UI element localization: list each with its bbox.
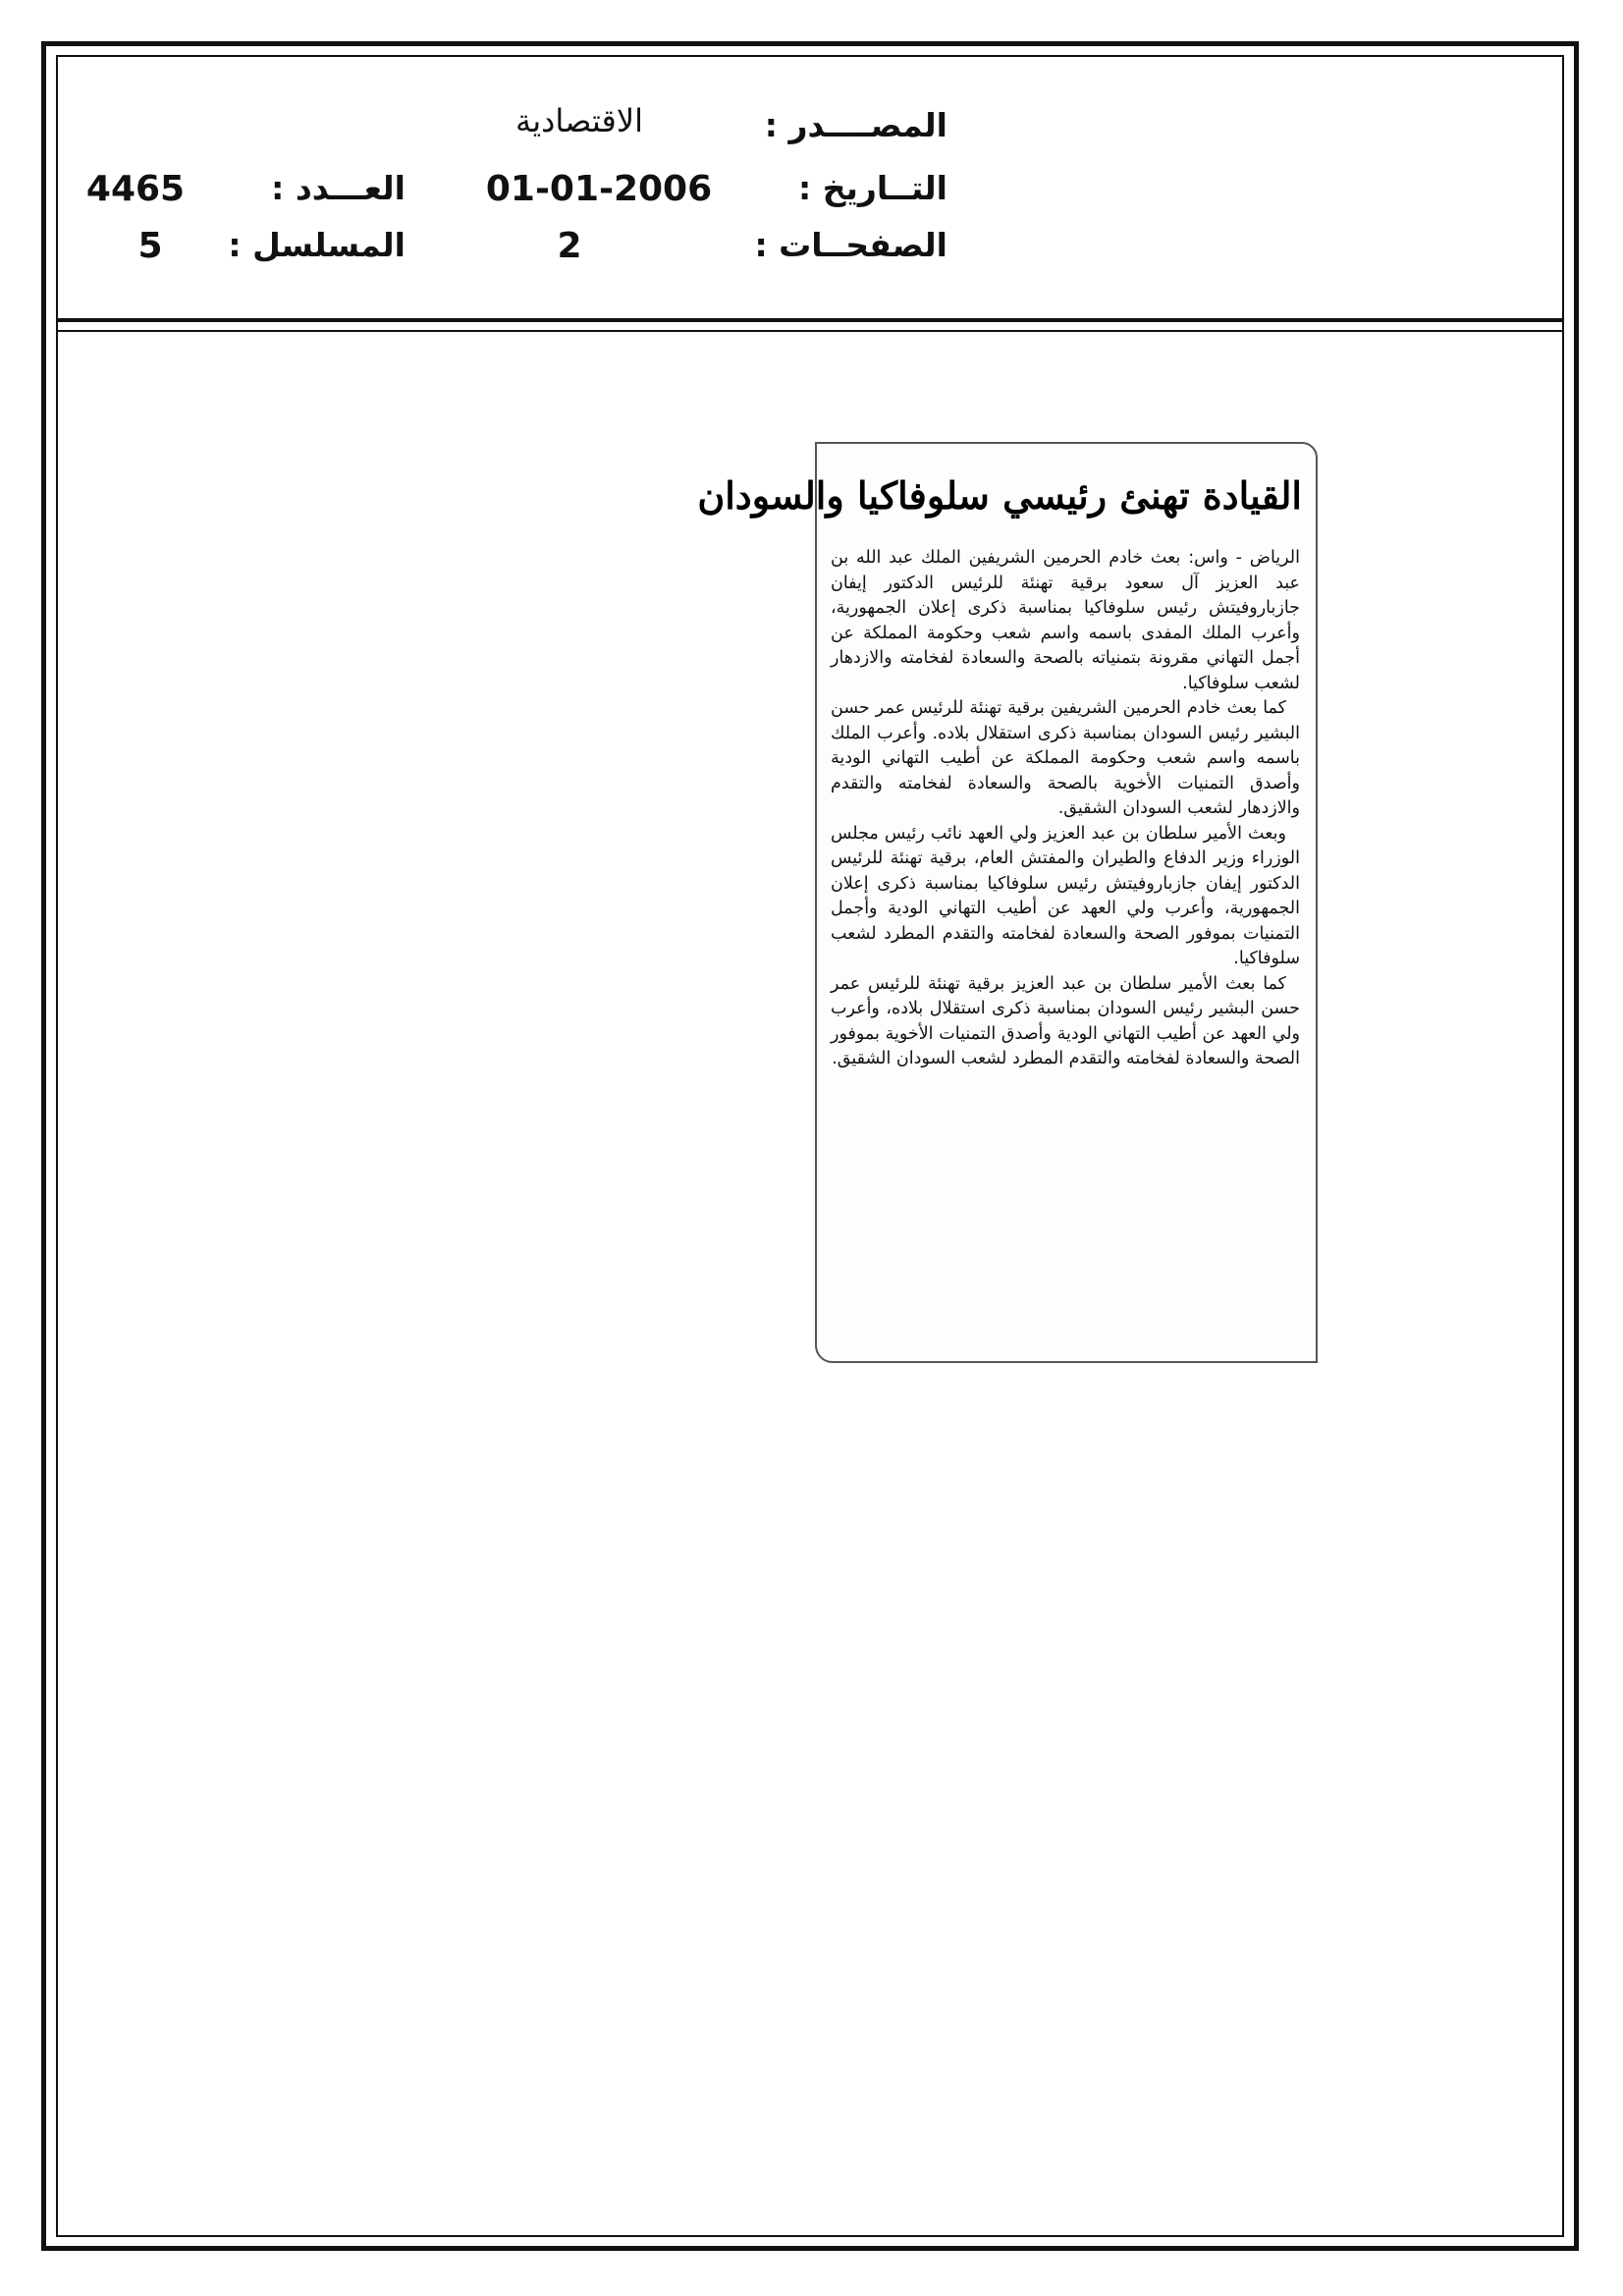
issue-label: العـــدد : [271,169,406,207]
article-paragraph: كما بعث الأمير سلطان بن عبد العزيز برقية تهنئة للرئيس عمر حسن البشير رئيس السودان بمناسبة ذكرى استقلال بلاده، وأعرب ولي العهد عن أطيب التهاني الودية وأصدق التمنيات الأخوية بموفور الصحة والسعادة لفخامته والتقدم المطرد لشعب السودان الشقيق. [831,973,1300,1068]
inner-page-border [56,55,1564,2237]
newspaper-clipping [697,442,1318,1363]
serial-label: المسلسل : [228,226,406,264]
source-label: المصــــدر : [764,106,947,144]
article-paragraph: الرياض - واس: بعث خادم الحرمين الشريفين الملك عبد الله بن عبد العزيز آل سعود برقية تهنئة للرئيس الدكتور إيفان جازباروفيتش رئيس سلوفاكيا بمناسبة ذكرى إعلان الجمهورية، وأعرب الملك المفدى باسمه واسم شعب وحكومة المملكة عن أجمل التهاني مقرونة بتمنياته بالصحة والسعادة لفخامته والازدهار لشعب سلوفاكيا. [831,548,1300,693]
article-paragraph: كما بعث خادم الحرمين الشريفين برقية تهنئة للرئيس عمر حسن البشير رئيس السودان بمناسبة ذكرى استقلال بلاده. وأعرب الملك باسمه واسم شعب وحكومة المملكة عن أطيب التهاني الودية وأصدق التمنيات الأخوية بالصحة والسعادة لفخامته والتقدم والازدهار لشعب السودان الشقيق. [831,698,1300,818]
issue-value: 4465 [85,169,186,209]
serial-value: 5 [137,226,163,266]
header-separator-thin [56,330,1564,332]
article-paragraph: وبعث الأمير سلطان بن عبد العزيز ولي العهد نائب رئيس مجلس الوزراء وزير الدفاع والطيران والمفتش العام، برقية تهنئة للرئيس الدكتور إيفان جازباروفيتش رئيس سلوفاكيا بمناسبة ذكرى إعلان الجمهورية، وأعرب ولي العهد عن أطيب التهاني الودية وأجمل التمنيات بموفور الصحة والسعادة لفخامته والتقدم المطرد لشعب سلوفاكيا. [831,823,1300,968]
source-value: الاقتصادية [515,102,643,139]
date-label: التــاريخ : [798,169,947,207]
header-separator-thick [56,318,1564,322]
date-value: 01-01-2006 [485,169,713,209]
article-body [831,546,1300,1341]
article-headline: القيادة تهنئ رئيسي سلوفاكيا والسودان [697,473,1302,518]
pages-label: الصفحــات : [754,226,947,264]
pages-value: 2 [557,226,582,266]
